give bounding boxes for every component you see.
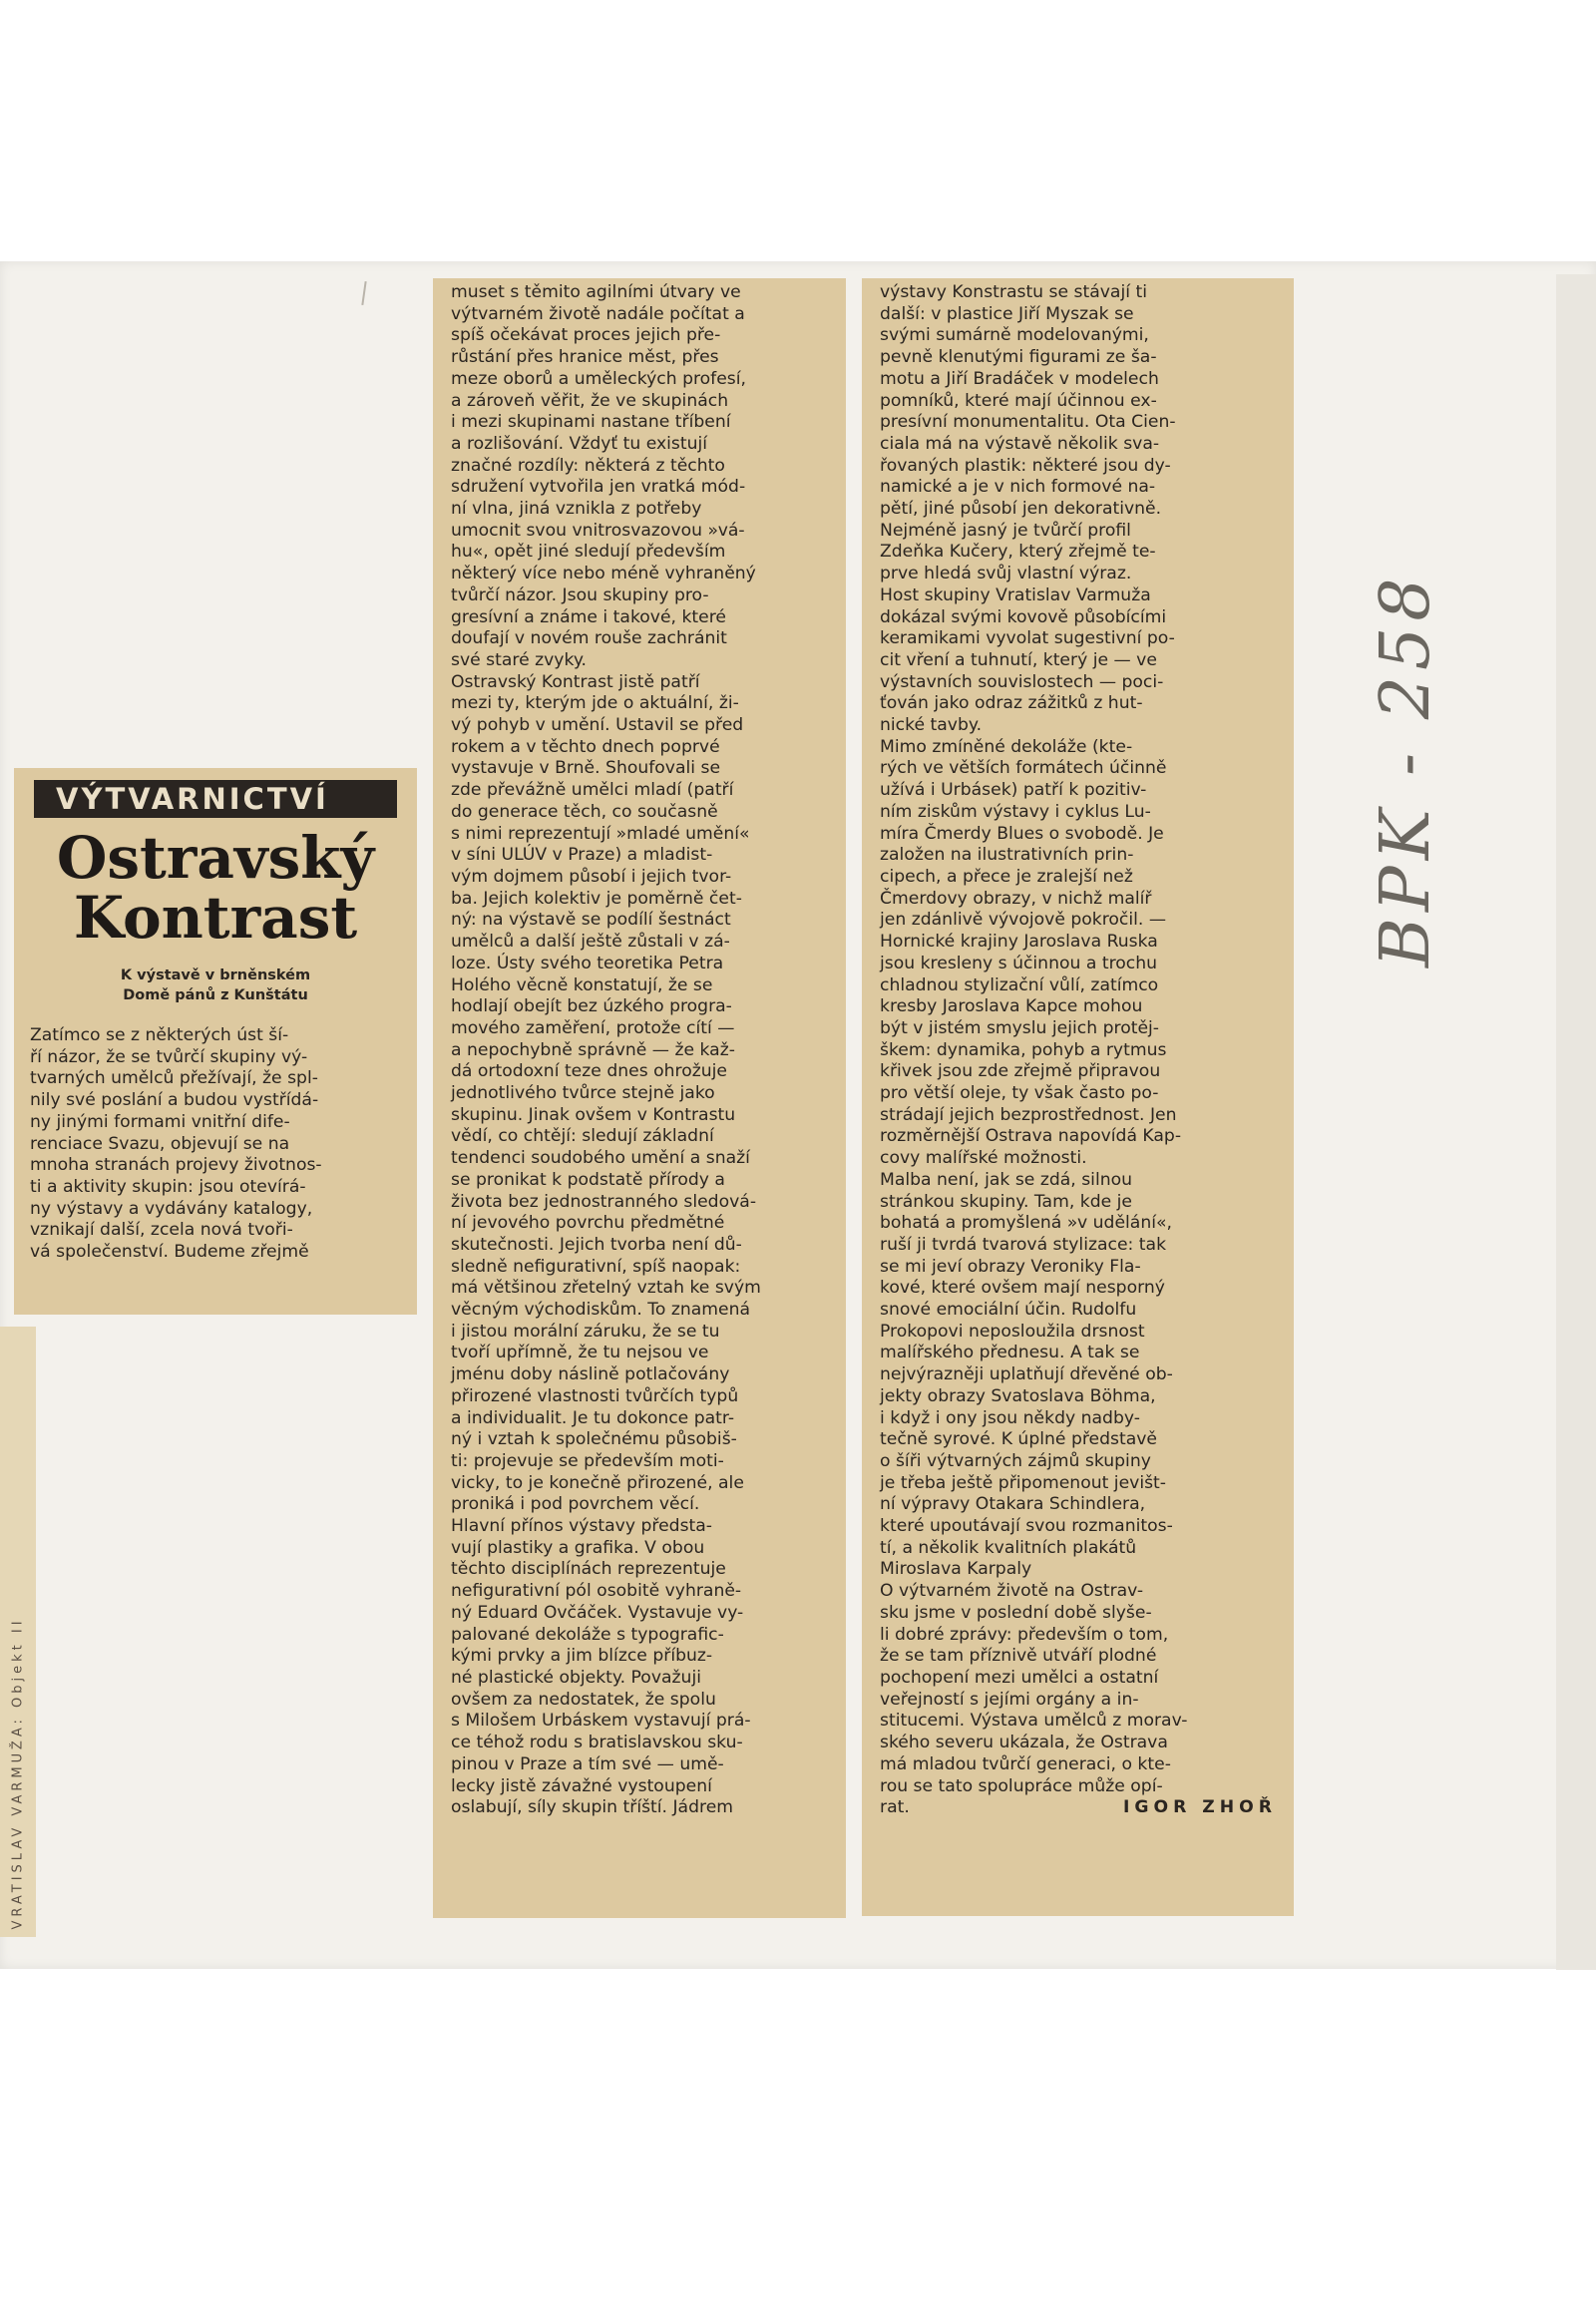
headline-line-1: Ostravský bbox=[56, 824, 375, 892]
article-text-right bbox=[880, 282, 1277, 1819]
article-text-right-body: výstavy Konstrastu se stávají ti další: v plastice Jiří Myszak se svými sumárně modelovanými, pevně klenutými figurami ze ša- motu a Jiří Bradáček v modelech pomníků, které mají účinnou ex- presívní monumentalitu. Ota Cien- ciala má na výstavě několik sva- řovaných plastik: některé jsou dy- namické a je v nich formové na- pětí, jiné působí jen dekorativně. Nejméně jasný je tvůrčí profil Zdeňka Kučery, který zřejmě te- prve hledá svůj vlastní výraz. Host skupiny Vratislav Varmuža dokázal svými kovově působícími keramikami vyvolat sugestivní po- cit vření a tuhnutí, který je — ve výstavních souvislostech — poci- ťován jako odraz zážitků z hut- nické tavby. Mimo zmíněné dekoláže (kte- rých ve větších formátech účinně užívá i Urbásek) patří k pozitiv- ním ziskům výstavy i cyklus Lu- míra Čmerdy Blues o svobodě. Je založen na ilustrativních prin- cipech, a přece je zralejší než Čmerdovy obrazy, v nichž malíř jen zdánlivě vývojově pokročil. — Hornické krajiny Jaroslava Ruska jsou kresleny s účinnou a trochu chladnou stylizační vůlí, zatímco kresby Jaroslava Kapce mohou být v jistém smyslu jejich protěj- škem: dynamika, pohyb a rytmus křivek jsou zde zřejmě připravou pro větší oleje, ty však často po- strádají jejich bezprostřednost. Jen rozměrnější Ostrava napovídá Kap- covy malířské možnosti. Malba není, jak se zdá, silnou stránkou skupiny. Tam, kde je bohatá a promyšlená »v udělání«, ruší ji tvrdá tvarová stylizace: tak se mi jeví obrazy Veroniky Fla- kové, které ovšem mají nesporný snové emociální účin. Rudolfu Prokopovi neposloužila drsnost malířského přednesu. A tak se nejvýrazněji uplatňují dřevěné ob- jekty obrazy Svatoslava Böhma, i když i ony jsou někdy nadby- tečně syrové. K úplné představě o šíři výtvarných zájmů skupiny je třeba ještě připomenout jevišt- ní výpravy Otakara Schindlera, které upoutávají svou rozmanitos- tí, a několik kvalitních plakátů Miroslava Karpaly O výtvarném životě na Ostrav- sku jsme v poslední době slyše- li dobré zprávy: především o tom, že se tam příznivě utváří plodné pochopení mezi umělci a ostatní veřejností s jejími orgány a in- stitucemi. Výstava umělců z morav- ského severu ukázala, že Ostrava má mladou tvůrčí generaci, o kte- rou se tato spolupráce může opí- rat. bbox=[880, 282, 1188, 1818]
sheet-edge bbox=[1556, 274, 1596, 1970]
archive-caption: VRATISLAV VARMUŽA: Objekt II bbox=[10, 1617, 26, 1930]
author-signature: IGOR ZHOŘ bbox=[1122, 1797, 1277, 1818]
headline bbox=[14, 824, 417, 952]
archive-caption-strip bbox=[0, 1327, 36, 1937]
article-subtitle: K výstavě v brněnském Domě pánů z Kunštátu bbox=[120, 967, 311, 1003]
clipping-left-column bbox=[14, 768, 417, 1315]
headline-line-2: Kontrast bbox=[73, 884, 358, 952]
rubric-label: VÝTVARNICTVÍ bbox=[34, 780, 397, 818]
article-lead-text: Zatímco se z některých úst ší- ří názor, že se tvůrčí skupiny vý- tvarných umělců přežívají, že spl- nily své poslání a budou vystřídá- ny jinými formami vnitřní dife- renciace Svazu, objevují se na mnoha stranách projevy životnos- ti a aktivity skupin: jsou otevírá- ny výstavy a vydávány katalogy, vznikají další, zcela nová tvoři- vá společenství. Budeme zřejmě bbox=[30, 1025, 322, 1263]
handwritten-archive-number: BPK - 258 bbox=[1367, 572, 1445, 967]
clipping-middle-column bbox=[433, 278, 846, 1918]
clipping-right-column bbox=[862, 278, 1294, 1916]
article-text-middle: muset s těmito agilními útvary ve výtvarném životě nadále počítat a spíš očekávat proces jejich pře- růstání přes hranice měst, přes meze oborů a uměleckých profesí, a zároveň věřit, že ve skupinách i mezi skupinami nastane tříbení a rozlišování. Vždyť tu existují značné rozdíly: některá z těchto sdružení vytvořila jen vratká mód- ní vlna, jiná vznikla z potřeby umocnit svou vnitrosvazovou »vá- hu«, opět jiné sledují především některý více nebo méně vyhraněný tvůrčí názor. Jsou skupiny pro- gresívní a známe i takové, které doufají v novém rouše zachránit své staré zvyky. Ostravský Kontrast jistě patří mezi ty, kterým jde o aktuální, ži- vý pohyb v umění. Ustavil se před rokem a v těchto dnech poprvé vystavuje v Brně. Shoufovali se zde převážně umělci mladí (patří do generace těch, co současně s nimi reprezentují »mladé umění« v síni ULÚV v Praze) a mladist- vým dojmem působí i jejich tvor- ba. Jejich kolektiv je poměrně čet- ný: na výstavě se podílí šestnáct umělců a další ještě zůstali v zá- loze. Ústy svého teoretika Petra Holého věcně konstatují, že se hodlají obejít bez úzkého progra- mového zaměření, protože cítí — a nepochybně správně — že kaž- dá ortodoxní teze dnes ohrožuje jednotlivého tvůrce stejně jako skupinu. Jinak ovšem v Kontrastu vědí, co chtějí: sledují základní tendenci soudobého umění a snaží se pronikat k podstatě přírody a života bez jednostranného sledová- ní jevového povrchu předmětné skutečnosti. Jejich tvorba není dů- sledně nefigurativní, spíš naopak: má většinou zřetelný vztah ke svým věcným východiskům. To znamená i jistou morální záruku, že se tu tvoří upřímně, že tu nejsou ve jménu doby náslině potlačovány přirozené vlastnosti tvůrčích typů a individualit. Je tu dokonce patr- ný i vztah k společnému působiš- ti: projevuje se především moti- vicky, to je konečně přirozené, ale proniká i pod povrchem věcí. Hlavní přínos výstavy předsta- vují plastiky a grafika. V obou těchto disciplínách reprezentuje nefigurativní pól osobitě vyhraně- ný Eduard Ovčáček. Vystavuje vy- palované dekoláže s typografic- kými prvky a jim blízce příbuz- né plastické objekty. Považuji ovšem za nedostatek, že spolu s Milošem Urbáskem vystavují prá- ce téhož rodu s bratislavskou sku- pinou v Praze a tím své — umě- lecky jistě závažné vystoupení oslabují, síly skupin tříští. Jádrem bbox=[451, 282, 761, 1818]
